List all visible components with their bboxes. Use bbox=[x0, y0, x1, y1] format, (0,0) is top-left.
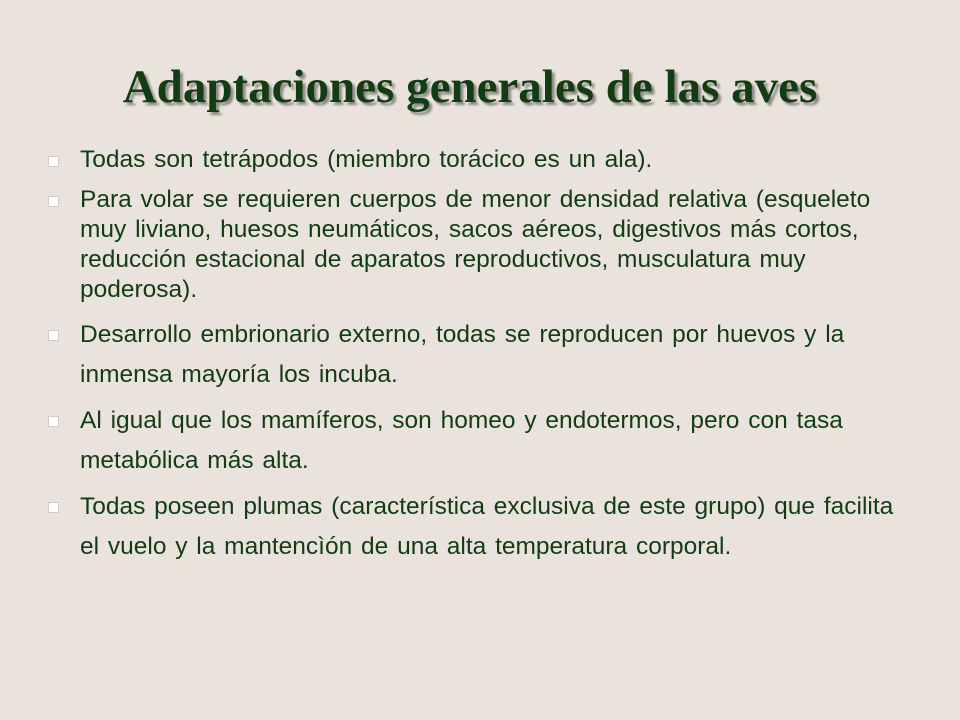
bullet-list bbox=[48, 145, 918, 573]
bullet-item bbox=[48, 145, 918, 175]
bullet-text: Al igual que los mamíferos, son homeo y endotermos, pero con tasa metabólica más alta. bbox=[80, 407, 843, 474]
slide-title: Adaptaciones generales de las aves bbox=[122, 61, 818, 113]
bullet-text: Desarrollo embrionario externo, todas se reproducen por huevos y la inmensa mayoría los incuba. bbox=[80, 321, 845, 388]
square-bullet-icon bbox=[48, 330, 59, 341]
bullet-item bbox=[48, 315, 918, 395]
bullet-item bbox=[48, 401, 918, 481]
bullet-item bbox=[48, 487, 918, 567]
square-bullet-icon bbox=[48, 502, 59, 513]
bullet-text: Todas son tetrápodos (miembro torácico es un ala). bbox=[80, 146, 653, 173]
bullet-text: Para volar se requieren cuerpos de menor densidad relativa (esqueleto muy liviano, huesos neumáticos, sacos aéreos, digestivos más cortos, reducción estacional de aparatos reproductivos, musculatura muy poderosa). bbox=[80, 186, 871, 303]
bullet-item bbox=[48, 185, 918, 305]
square-bullet-icon bbox=[48, 416, 59, 427]
square-bullet-icon bbox=[48, 156, 59, 167]
bullet-text: Todas poseen plumas (característica exclusiva de este grupo) que facilita el vuelo y la mantencìón de una alta temperatura corporal. bbox=[80, 493, 894, 560]
square-bullet-icon bbox=[48, 196, 59, 207]
